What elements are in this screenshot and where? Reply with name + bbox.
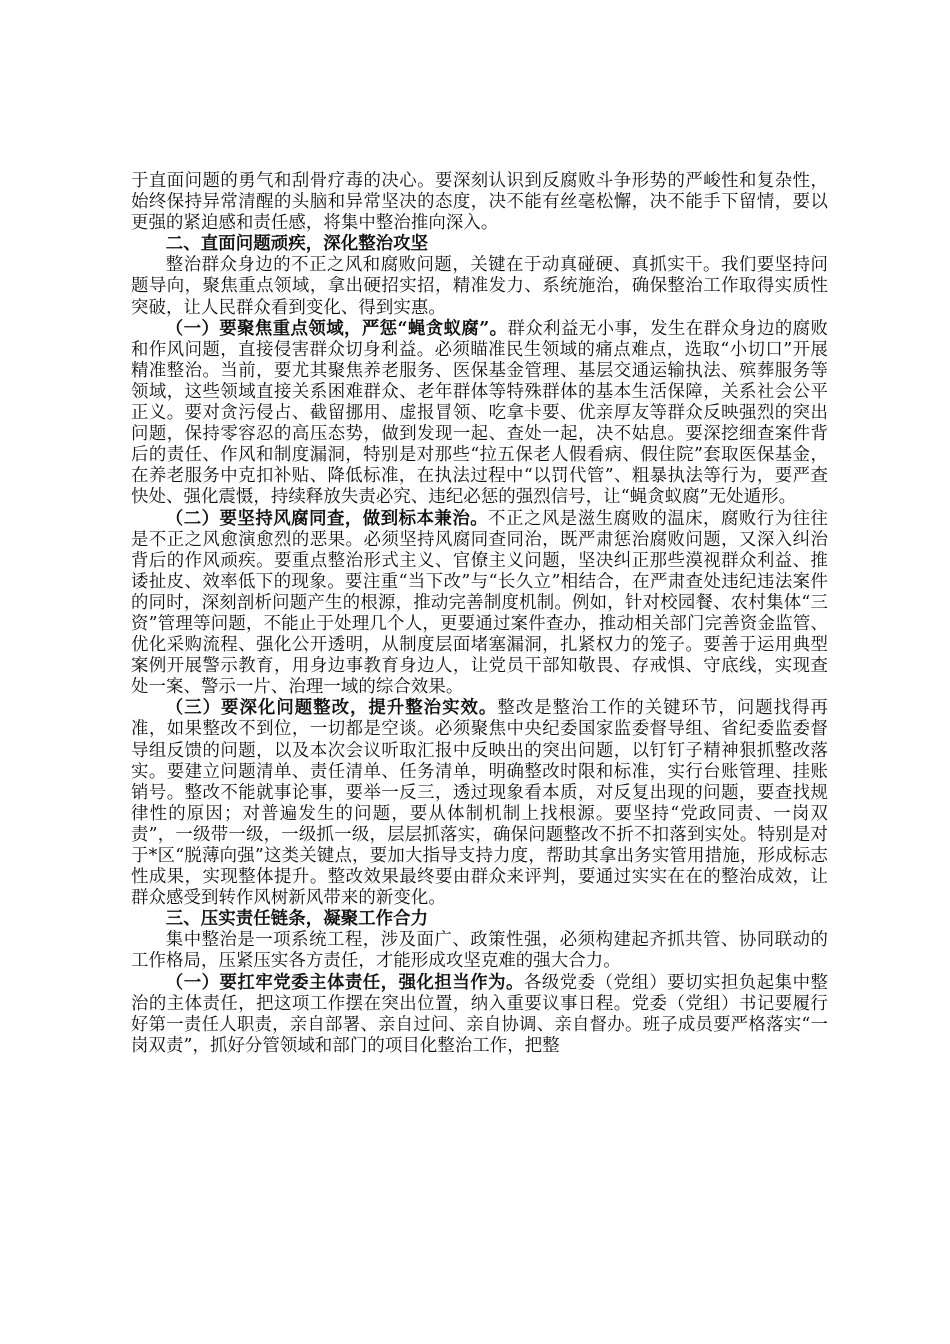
paragraph-item-2-2 (131, 509, 828, 699)
document-page (131, 171, 828, 1057)
section-heading-3: 三、压实责任链条，凝聚工作合力 (165, 909, 429, 930)
item-3-1-lead: （一）要扛牢党委主体责任，强化担当作为。 (165, 972, 524, 993)
paragraph-intro-continuation: 于直面问题的勇气和刮骨疗毒的决心。要深刻认识到反腐败斗争形势的严峻性和复杂性，始终保持异常清醒的头脑和异常坚决的态度，决不能有丝毫松懈，决不能手下留情，要以更强的紧迫感和责任感，将集中整治推向深入。 (131, 171, 828, 234)
item-2-2-body: 不正之风是滋生腐败的温床，腐败行为往往是不正之风愈演愈烈的恶果。必须坚持风腐同查同治，既严肃惩治腐败问题，又深入纠治背后的作风顽疾。要重点整治形式主义、官僚主义问题，坚决纠正那些漠视群众利益、推诿扯皮、效率低下的现象。要注重“当下改”与“长久立”相结合，在严肃查处违纪违法案件的同时，深刻剖析问题产生的根源，推动完善制度机制。例如，针对校园餐、农村集体“三资”管理等问题，不能止于处理几个人，更要通过案件查办，推动相关部门完善资金监管、优化采购流程、强化公开透明，从制度层面堵塞漏洞，扎紧权力的笼子。要善于运用典型案例开展警示教育，用身边事教育身边人，让党员干部知敬畏、存戒惧、守底线，实现查处一案、警示一片、治理一域的综合效果。 (131, 508, 828, 698)
section-heading-2: 二、直面问题顽疾，深化整治攻坚 (165, 234, 429, 255)
item-3-1-body: 各级党委（党组）要切实担负起集中整治的主体责任，把这项工作摆在突出位置，纳入重要议事日程。党委（党组）书记要履行好第一责任人职责，亲自部署、亲自过问、亲自协调、亲自督办。班子成员要严格落实“一岗双责”，抓好分管领域和部门的项目化整治工作，把整 (131, 972, 828, 1056)
item-2-2-lead: （二）要坚持风腐同查，做到标本兼治。 (165, 508, 489, 529)
item-2-1-body: 群众利益无小事，发生在群众身边的腐败和作风问题，直接侵害群众切身利益。必须瞄准民生领域的痛点难点，选取“小切口”开展精准整治。当前，要尤其聚焦养老服务、医保基金管理、基层交通运输执法、殡葬服务等领域，这些领域直接关系困难群众、老年群体等特殊群体的基本生活保障，关系社会公平正义。要对贪污侵占、截留挪用、虚报冒领、吃拿卡要、优亲厚友等群众反映强烈的突出问题，保持零容忍的高压态势，做到发现一起、查处一起，决不姑息。要深挖细查案件背后的责任、作风和制度漏洞，特别是对那些“拉五保老人假看病、假住院”套取医保基金，在养老服务中克扣补贴、降低标准，在执法过程中“以罚代管”、粗暴执法等行为，要严查快处、强化震慑，持续释放失责必究、违纪必惩的强烈信号，让“蝇贪蚁腐”无处遁形。 (131, 318, 828, 508)
item-2-3-body: 整改是整治工作的关键环节，问题找得再准，如果整改不到位，一切都是空谈。必须聚焦中央纪委国家监委督导组、省纪委监委督导组反馈的问题，以及本次会议听取汇报中反映出的突出问题，以钉钉子精神狠抓整改落实。要建立问题清单、责任清单、任务清单，明确整改时限和标准，实行台账管理、挂账销号。整改不能就事论事，要举一反三，透过现象看本质，对反复出现的问题，要查找规律性的原因；对普遍发生的问题，要从体制机制上找根源。要坚持“党政同责、一岗双责”，一级带一级，一级抓一级，层层抓落实，确保问题整改不折不扣落到实处。特别是对于*区“脱薄向强”这类关键点，要加大指导支持力度，帮助其拿出务实管用措施，形成标志性成果，实现整体提升。整改效果最终要由群众来评判，要通过实实在在的整治成效，让群众感受到转作风树新风带来的新变化。 (131, 698, 828, 909)
paragraph-item-2-3 (131, 698, 828, 909)
paragraph-item-2-1 (131, 319, 828, 509)
paragraph-section-2-intro: 整治群众身边的不正之风和腐败问题，关键在于动真碰硬、真抓实干。我们要坚持问题导向，聚焦重点领域，拿出硬招实招，精准发力、系统施治，确保整治工作取得实质性突破，让人民群众看到变化、得到实惠。 (131, 255, 828, 318)
item-2-1-lead: （一）要聚焦重点领域，严惩“蝇贪蚁腐”。 (165, 318, 508, 339)
paragraph-section-3-intro: 集中整治是一项系统工程，涉及面广、政策性强，必须构建起齐抓共管、协同联动的工作格局，压紧压实各方责任，才能形成攻坚克难的强大合力。 (131, 930, 828, 972)
paragraph-item-3-1 (131, 973, 828, 1057)
item-2-3-lead: （三）要深化问题整改，提升整治实效。 (165, 698, 498, 719)
